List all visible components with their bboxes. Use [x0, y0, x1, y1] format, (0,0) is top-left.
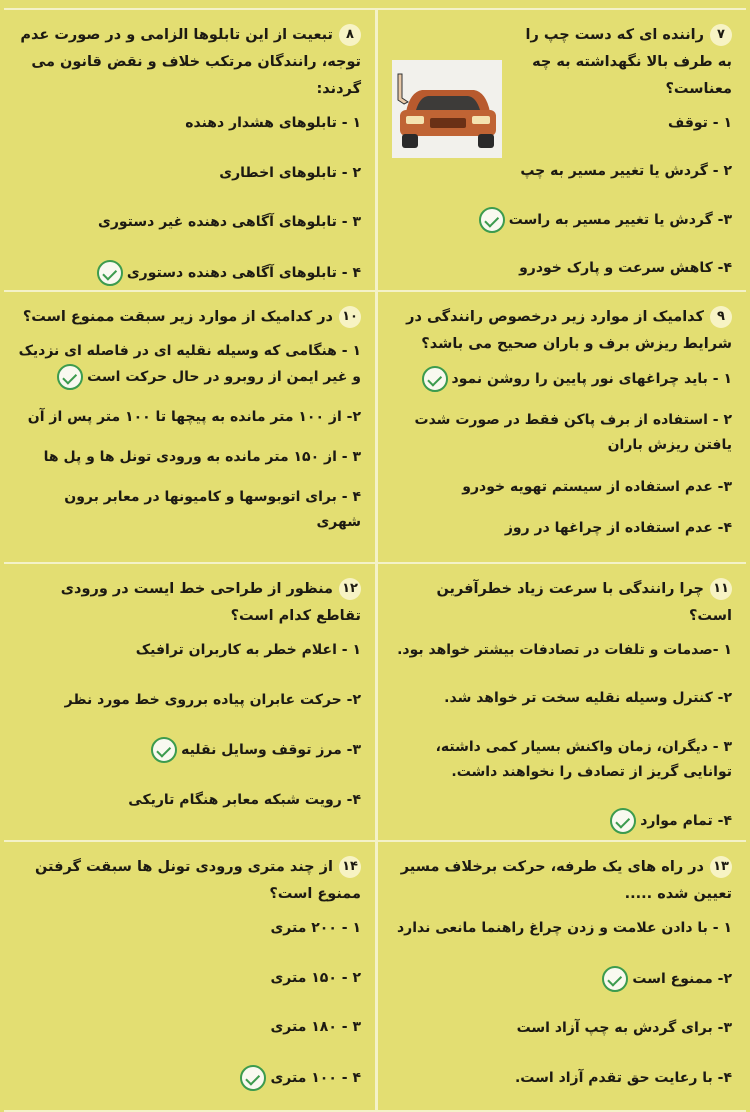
answer-option-text: ۴ - برای اتوبوسها و کامیونها در معابر برون شهری: [64, 489, 361, 530]
question-label: در کدامیک از موارد زیر سبقت ممنوع است؟: [22, 309, 333, 325]
answer-option-text: ۴ - ۱۰۰ متری: [270, 1069, 361, 1086]
answer-option-text: ۴- رویت شبکه معابر هنگام تاریکی: [128, 791, 361, 808]
answer-option-4[interactable]: [392, 516, 732, 541]
question-cell-7: [375, 842, 746, 1112]
options-list: [18, 638, 361, 813]
answer-option-4[interactable]: [392, 808, 732, 834]
question-number-badge: ۷: [710, 24, 732, 46]
answer-option-text: ۲ - تابلوهای اخطاری: [219, 164, 361, 181]
checkmark-icon: [422, 366, 448, 392]
answer-option-text: ۱ - با دادن علامت و زدن چراغ راهنما مانعی ندارد: [396, 920, 732, 936]
answer-option-text: ۲ - گردش یا تغییر مسیر به چپ: [520, 163, 732, 179]
question-text: [510, 22, 732, 103]
question-cell-8: [4, 842, 375, 1112]
options-list: [18, 111, 361, 286]
checkmark-icon: [479, 207, 505, 233]
question-cell-4: [4, 292, 375, 564]
question-text: [18, 304, 361, 331]
answer-option-4[interactable]: [18, 260, 361, 286]
answer-option-2[interactable]: [18, 966, 361, 991]
answer-option-1[interactable]: [18, 916, 361, 941]
question-number-badge: ۸: [339, 24, 361, 46]
answer-option-1[interactable]: [392, 916, 732, 941]
answer-option-text: ۳ - ۱۸۰ متری: [270, 1019, 361, 1036]
answer-option-text: ۳- مرز توقف وسایل نقلیه: [181, 742, 361, 759]
answer-option-2[interactable]: [392, 966, 732, 992]
question-label: در راه های یک طرفه، حرکت برخلاف مسیر تعیین شده .....: [400, 859, 732, 902]
checkmark-icon: [97, 260, 123, 286]
answer-option-3[interactable]: [18, 1015, 361, 1040]
options-list: [392, 638, 732, 834]
question-number-badge: ۹: [710, 306, 732, 328]
answer-option-1[interactable]: [392, 366, 732, 392]
answer-option-text: ۴- تمام موارد: [640, 812, 732, 829]
question-cell-5: [375, 564, 746, 842]
question-cell-2: [4, 10, 375, 292]
answer-option-text: ۲ - ۱۵۰ متری: [270, 969, 361, 986]
answer-option-1[interactable]: [392, 638, 732, 663]
checkmark-icon: [151, 737, 177, 763]
answer-option-4[interactable]: [18, 788, 361, 813]
answer-option-1[interactable]: [392, 111, 732, 136]
answer-option-text: ۱ - اعلام خطر به کاربران ترافیک: [135, 642, 361, 658]
answer-option-text: ۴- با رعایت حق تقدم آزاد است.: [514, 1069, 732, 1086]
checkmark-icon: [602, 966, 628, 992]
answer-option-text: ۴- عدم استفاده از چراغها در روز: [504, 519, 732, 536]
answer-option-3[interactable]: [18, 210, 361, 235]
answer-option-text: ۴ - تابلوهای آگاهی دهنده دستوری: [126, 264, 361, 281]
answer-option-text: ۳ - دیگران، زمان واکنش بسیار کمی داشته، توانایی گریز از تصادف را نخواهند داشت.: [435, 738, 732, 780]
checkmark-icon: [57, 364, 83, 390]
answer-option-text: ۲- از ۱۰۰ متر مانده به پیچها تا ۱۰۰ متر پس از آن: [27, 409, 361, 425]
answer-option-text: ۱ -صدمات و تلفات در تصادفات بیشتر خواهد بود.: [397, 642, 732, 658]
question-number-badge: ۱۲: [339, 578, 361, 600]
car-signal-image: [392, 60, 502, 158]
question-text: [18, 854, 361, 908]
question-label: راننده ای که دست چپ را به طرف بالا نگهداشته به چه معناست؟: [525, 27, 732, 97]
answer-option-3[interactable]: [18, 737, 361, 763]
answer-option-text: ۲ - استفاده از برف پاکن فقط در صورت شدت یافتن ریزش باران: [414, 412, 732, 454]
question-cell-3: [375, 292, 746, 564]
question-number-badge: ۱۱: [710, 578, 732, 600]
question-text: [18, 22, 361, 103]
question-text: [18, 576, 361, 630]
question-cell-6: [4, 564, 375, 842]
answer-option-text: ۳ - از ۱۵۰ متر مانده به ورودی تونل ها و پل ها: [43, 449, 361, 465]
answer-option-2[interactable]: [392, 159, 732, 184]
checkmark-icon: [610, 808, 636, 834]
question-label: منظور از طراحی خط ایست در ورودی تقاطع کدام است؟: [60, 581, 361, 624]
options-list: [18, 916, 361, 1091]
answer-option-2[interactable]: [392, 686, 732, 711]
question-label: تبعیت از این تابلوها الزامی و در صورت عدم توجه، رانندگان مرتکب خلاف و نقض قانون می گردند:: [20, 27, 361, 97]
question-label: از چند متری ورودی تونل ها سبقت گرفتن ممنوع است؟: [34, 859, 361, 902]
answer-option-text: ۱ - باید چراغهای نور پایین را روشن نمود: [451, 371, 732, 387]
answer-option-text: ۳- برای گردش به چپ آزاد است: [516, 1020, 732, 1037]
answer-option-2[interactable]: [18, 161, 361, 186]
answer-option-2[interactable]: [18, 688, 361, 713]
answer-option-4[interactable]: [392, 1066, 732, 1091]
question-text: [392, 304, 732, 358]
question-number-badge: ۱۰: [339, 306, 361, 328]
answer-option-text: ۱ - توقف: [668, 115, 732, 131]
answer-option-text: ۳- گردش یا تغییر مسیر به راست: [508, 212, 732, 228]
answer-option-4[interactable]: [18, 1065, 361, 1091]
answer-option-3[interactable]: [392, 1016, 732, 1041]
answer-option-3[interactable]: [18, 445, 361, 470]
answer-option-text: ۴- کاهش سرعت و پارک خودرو: [519, 260, 732, 276]
question-label: کدامیک از موارد زیر درخصوص رانندگی در شرایط ریزش برف و باران صحیح می باشد؟: [406, 309, 732, 352]
answer-option-1[interactable]: [18, 638, 361, 663]
options-list: [392, 366, 732, 541]
answer-option-2[interactable]: [18, 405, 361, 430]
options-list: [392, 916, 732, 1091]
answer-option-3[interactable]: [392, 207, 732, 233]
question-grid: [4, 8, 746, 1108]
checkmark-icon: [240, 1065, 266, 1091]
question-number-badge: ۱۴: [339, 856, 361, 878]
answer-option-4[interactable]: [392, 256, 732, 281]
question-text: [392, 854, 732, 908]
answer-option-text: ۲- کنترل وسیله نقلیه سخت تر خواهد شد.: [444, 690, 732, 707]
answer-option-2[interactable]: [392, 408, 732, 458]
answer-option-text: ۲- حرکت عابران پیاده برروی خط مورد نظر: [64, 691, 361, 708]
answer-option-text: ۳ - تابلوهای آگاهی دهنده غیر دستوری: [97, 214, 361, 231]
answer-option-1[interactable]: [18, 339, 361, 390]
answer-option-text: ۳- عدم استفاده از سیستم تهویه خودرو: [462, 478, 732, 495]
answer-option-text: ۱ - تابلوهای هشدار دهنده: [185, 115, 361, 131]
answer-option-text: ۱ - ۲۰۰ متری: [270, 920, 361, 936]
answer-option-3[interactable]: [392, 475, 732, 500]
answer-option-text: ۲- ممنوع است: [632, 970, 732, 987]
answer-option-3[interactable]: [392, 735, 732, 785]
answer-option-4[interactable]: [18, 485, 361, 535]
question-number-badge: ۱۳: [710, 856, 732, 878]
question-cell-1: [375, 10, 746, 292]
answer-option-text: ۱ - هنگامی که وسیله نقلیه ای در فاصله ای نزدیک و غیر ایمن از روبرو در حال حرکت است: [18, 343, 361, 385]
answer-option-1[interactable]: [18, 111, 361, 136]
options-list: [18, 339, 361, 535]
question-text: [392, 576, 732, 630]
question-label: چرا رانندگی با سرعت زیاد خطرآفرین است؟: [436, 581, 732, 624]
